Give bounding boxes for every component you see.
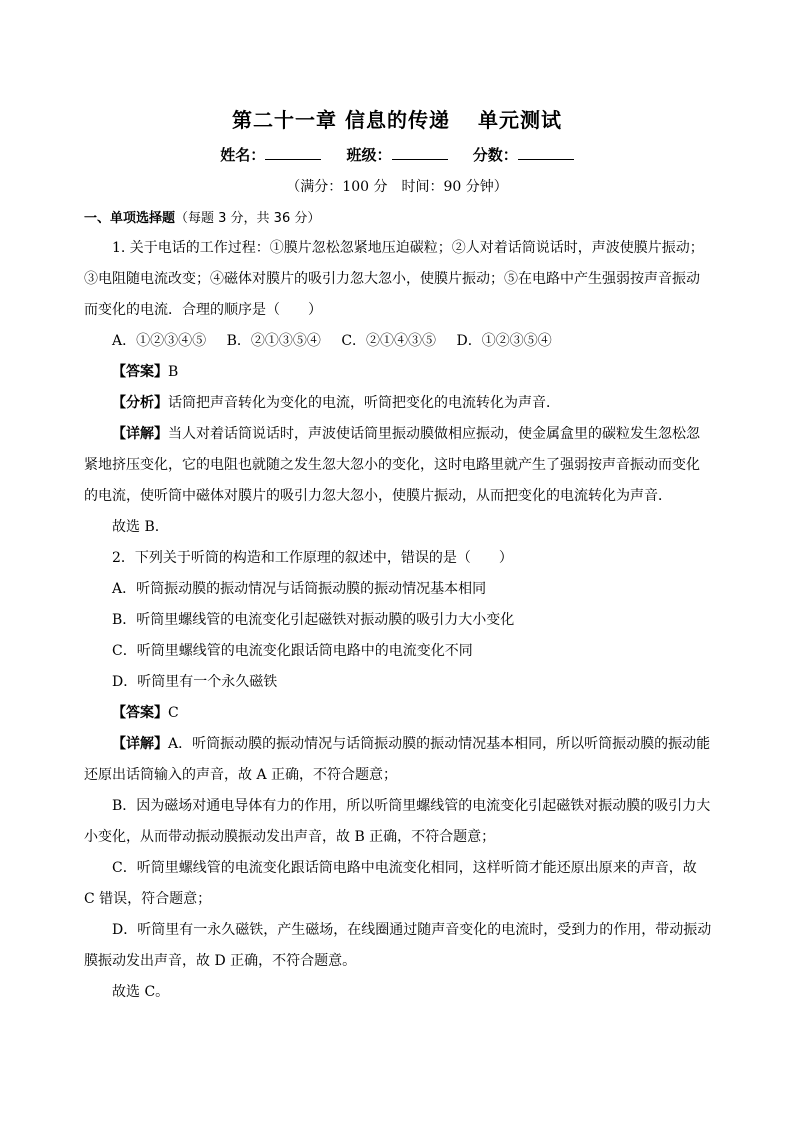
q2-detail-c-line-2: C 错误，符合题意； [84,891,212,907]
title-chapter: 第二十一章 信息的传递 [232,108,450,132]
section-note: （每题 3 分，共 36 分） [175,211,321,226]
student-info-line [0,144,794,165]
section-heading [84,207,320,226]
q2-option-a: A．听筒振动膜的振动情况与话筒振动膜的振动情况基本相同 [112,581,487,597]
section-title: 一、单项选择题 [84,211,176,226]
q2-detail-a-line-1 [84,729,714,760]
q2-answer-value: C [168,705,179,721]
q2-answer-tag: 【答案】 [112,705,168,721]
q2-detail-d-line-2: 膜振动发出声音，故 D 正确，不符合题意。 [84,953,357,969]
q2-detail-a-text: A．听筒振动膜的振动情况与话筒振动膜的振动情况基本相同，所以听筒振动膜的振动能 [168,736,711,752]
q2-detail-c-line-1: C．听筒里螺线管的电流变化跟话筒电路中电流变化相同，这样听筒才能还原出原来的声音，故 [112,860,697,876]
q2-detail-b-line-2: 小变化，从而带动振动膜振动发出声音，故 B 正确，不符合题意； [84,829,496,845]
q2-option-c: C．听筒里螺线管的电流变化跟话筒电路中的电流变化不同 [112,643,473,659]
q1-analysis-tag: 【分析】 [112,395,168,411]
q1-analysis [84,388,714,419]
q1-option-b: B．②①③⑤④ [226,333,321,349]
q1-option-a: A．①②③④⑤ [112,333,207,349]
q1-options [84,326,714,357]
score-blank[interactable] [518,145,574,160]
name-field [220,144,321,165]
q1-detail-text-1: 当人对着话筒说话时，声波使话筒里振动膜做相应振动，使金属盒里的碳粒发生忽松忽 [168,426,700,442]
q2-detail-tag: 【详解】 [112,736,168,752]
q2-option-d: D．听筒里有一个永久磁铁 [112,674,278,690]
class-label: 班级： [346,146,392,164]
q1-option-d: D．①②③⑤④ [456,333,552,349]
q2-answer [84,698,714,729]
q2-detail-b-line-1: B．因为磁场对通电导体有力的作用，所以听筒里螺线管的电流变化引起磁铁对振动膜的吸引力大 [112,798,711,814]
q1-answer-tag: 【答案】 [112,364,168,380]
name-blank[interactable] [265,145,321,160]
page-title [0,104,794,133]
q2-detail-a-line-2: 还原出话筒输入的声音，故 A 正确，不符合题意； [84,767,398,783]
q2-conclusion: 故选 C。 [112,984,170,1000]
q1-detail-line-3: 的电流，使听筒中磁体对膜片的吸引力忽大忽小，使膜片振动，从而把变化的电流转化为声音． [84,488,672,504]
q2-stem: 2．下列关于听筒的构造和工作原理的叙述中，错误的是（ ） [112,550,513,566]
q1-answer-value: B [168,364,179,380]
q2-option-b: B．听筒里螺线管的电流变化引起磁铁对振动膜的吸引力大小变化 [112,612,515,628]
q1-detail-line-1 [84,419,714,450]
title-unit-test: 单元测试 [477,108,562,132]
q1-detail-line-2: 紧地挤压变化，它的电阻也就随之发生忽大忽小的变化，这时电路里就产生了强弱按声音振动而变化 [84,457,700,473]
class-field [346,144,447,165]
class-blank[interactable] [392,145,448,160]
q1-stem-line-1: 1. 关于电话的工作过程：①膜片忽松忽紧地压迫碳粒；②人对着话筒说话时，声波使膜片振动； [112,240,704,256]
score-field [473,144,574,165]
q1-option-c: C．②①④③⑤ [341,333,437,349]
q2-detail-d-line-1: D．听筒里有一永久磁铁，产生磁场，在线圈通过随声音变化的电流时，受到力的作用，带动振动 [112,922,712,938]
score-label: 分数： [472,146,518,164]
q1-answer [84,357,714,388]
q1-stem-line-2: ③电阻随电流改变；④磁体对膜片的吸引力忽大忽小，使膜片振动；⑤在电路中产生强弱按声音振动 [84,271,700,287]
name-label: 姓名： [220,146,266,164]
q1-stem-line-3: 而变化的电流．合理的顺序是（ ） [84,302,322,318]
exam-info: （满分：100 分 时间：90 分钟） [286,179,508,195]
q1-analysis-text: 话筒把声音转化为变化的电流，听筒把变化的电流转化为声音． [168,395,560,411]
q1-detail-tag: 【详解】 [112,426,168,442]
q1-conclusion: 故选 B. [112,519,160,535]
question-content [84,233,714,1008]
